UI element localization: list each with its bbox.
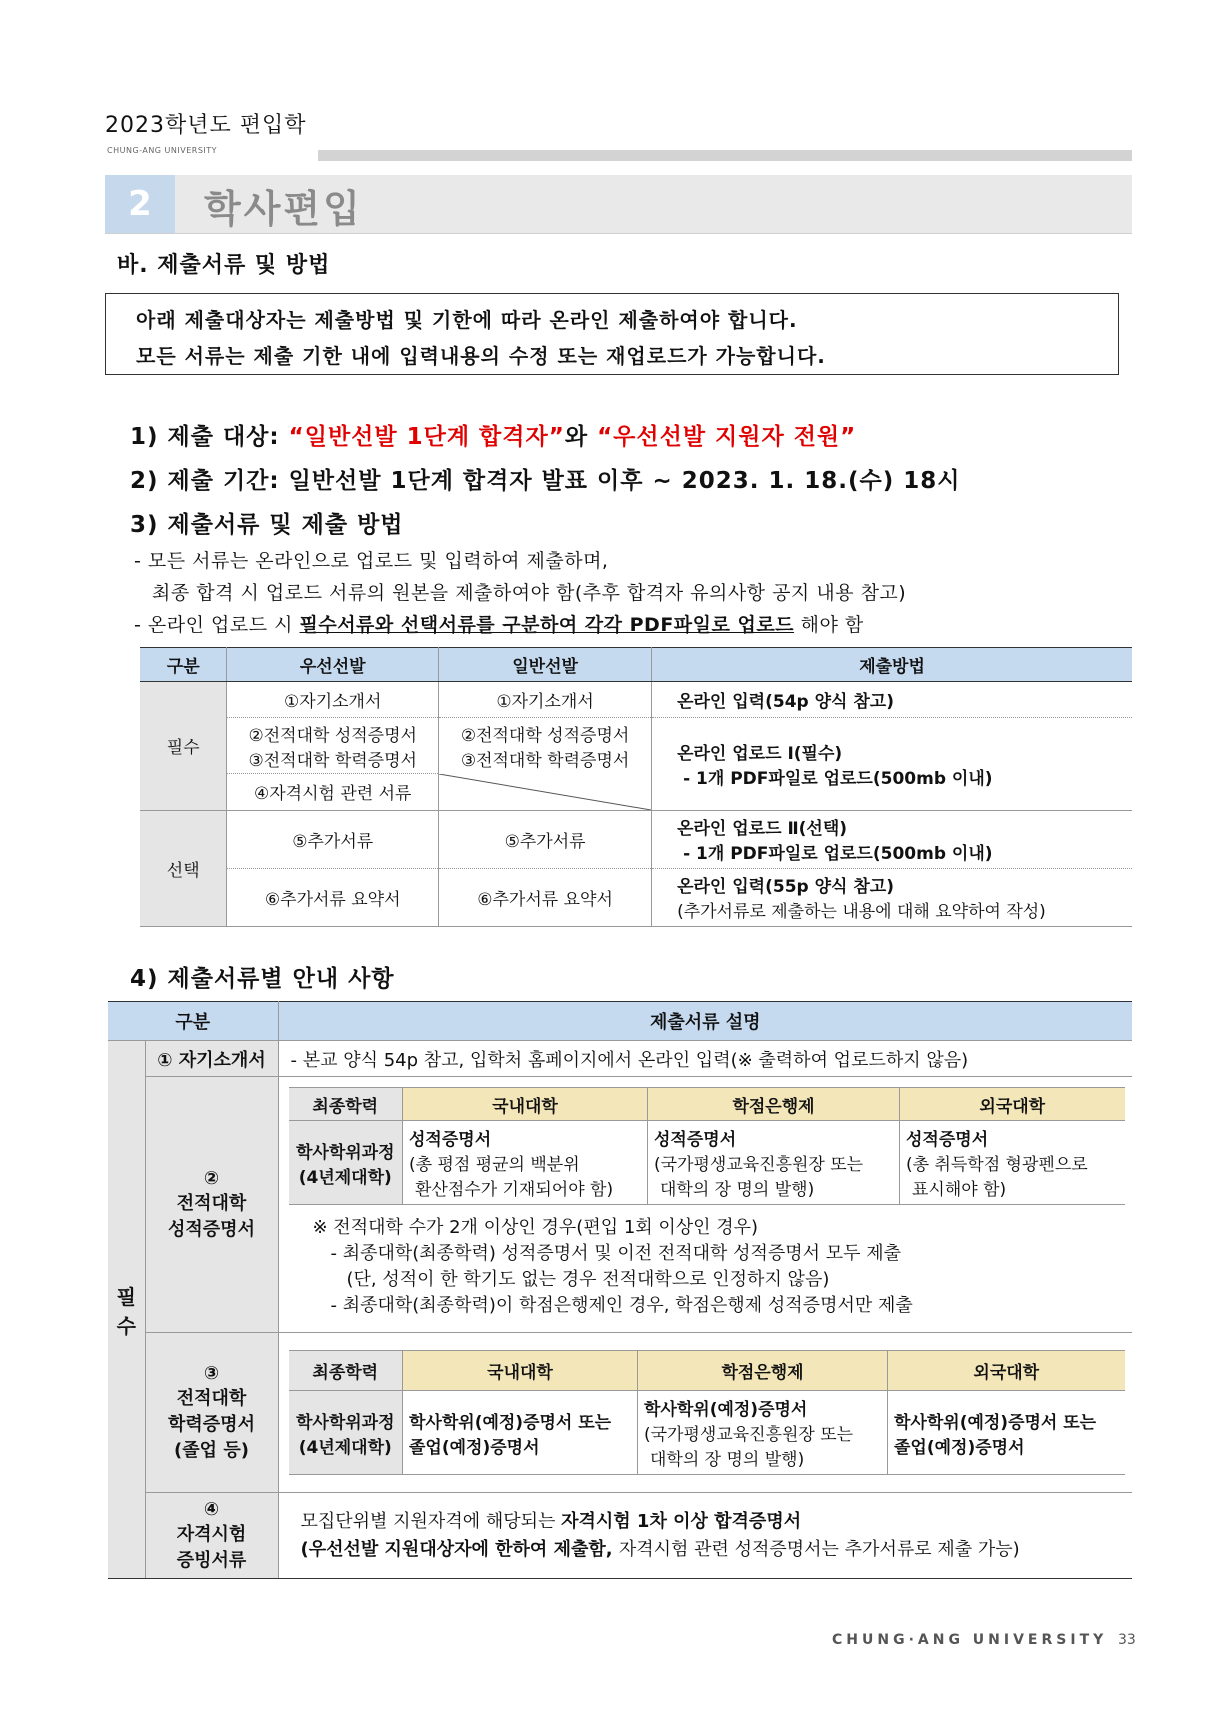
t2-header-desc: 제출서류 설명 xyxy=(278,1002,1132,1041)
inner2-c1-l1: 학사학위(예정)증명서 또는 xyxy=(409,1412,612,1433)
inner2-c3-l1: 학사학위(예정)증명서 또는 xyxy=(894,1412,1097,1433)
inner1-c1-l1: (총 평점 평균의 백분위 xyxy=(409,1155,580,1175)
inner2-rowlabel-2: (4년제대학) xyxy=(298,1437,392,1458)
t2-header-category: 구분 xyxy=(108,1002,278,1041)
t2-row4-line1 xyxy=(301,1508,1132,1536)
t2-row4-line1-bold: 자격시험 1차 이상 합격증명서 xyxy=(561,1510,802,1532)
t2-row4-line2-post: 자격시험 관련 성적증명서는 추가서류로 제출 가능) xyxy=(618,1538,1020,1560)
t2-row4-l2: 증빙서류 xyxy=(176,1550,247,1571)
inner2-rowlabel-1: 학사학위과정 xyxy=(295,1412,395,1433)
diagonal-line xyxy=(439,774,651,810)
item-1-mid: 와 xyxy=(564,424,598,450)
t1-r1-priority: ①자기소개서 xyxy=(227,682,439,718)
subsection-heading: 바. 제출서류 및 방법 xyxy=(117,253,331,278)
t2-row4-line2-bold: (우선선발 지원대상자에 한하여 제출함, xyxy=(300,1538,619,1560)
t2-row3-l3: (졸업 등) xyxy=(174,1440,249,1461)
t1-r3-priority: ④자격시험 관련 서류 xyxy=(227,774,439,811)
item-3: 3) 제출서류 및 제출 방법 xyxy=(130,512,404,538)
t1-r2-method xyxy=(652,718,1132,811)
inner1-rowlabel xyxy=(289,1121,403,1205)
t1-header-category: 구분 xyxy=(140,648,227,682)
t2-row3-num: ③ xyxy=(203,1363,220,1384)
inner2-rowlabel xyxy=(289,1391,403,1475)
item-1-prefix: 1) 제출 대상: xyxy=(130,424,289,450)
t2-row3-l2: 학력증명서 xyxy=(168,1414,255,1435)
inner1-c3-l2: 표시해야 함) xyxy=(912,1180,1007,1200)
t1-r2-general xyxy=(439,718,652,774)
inner1-c3-l1: (총 취득학점 형광펜으로 xyxy=(906,1155,1088,1175)
bullet-1-cont: 최종 합격 시 업로드 서류의 원본을 제출하여야 함(추후 합격자 유의사항 공지 내용 참고) xyxy=(152,582,907,604)
bullet-2-post: 해야 함 xyxy=(794,614,864,636)
inner2-c1-l2: 졸업(예정)증명서 xyxy=(409,1437,540,1458)
inner2-c2-l1: (국가평생교육진흥원장 또는 xyxy=(644,1425,854,1445)
bullet-2-pre: - 온라인 업로드 시 xyxy=(134,614,300,636)
t1-header-method: 제출방법 xyxy=(652,648,1132,682)
inner2-c1 xyxy=(403,1391,638,1475)
document-guide-table xyxy=(108,1001,1132,1579)
inner1-h2: 학점은행제 xyxy=(648,1088,900,1121)
t1-r3-general-empty xyxy=(439,774,652,811)
inner1-c2-l2: 대학의 장 명의 발행) xyxy=(660,1180,815,1200)
notice-box xyxy=(105,293,1119,375)
t2-row4-l1: 자격시험 xyxy=(176,1524,247,1545)
bullet-2 xyxy=(134,610,864,637)
header-small-logo-text: CHUNG-ANG UNIVERSITY xyxy=(107,146,218,155)
inner2-c2-title: 학사학위(예정)증명서 xyxy=(644,1400,808,1420)
notice-line-1: 아래 제출대상자는 제출방법 및 기한에 따라 온라인 제출하여야 합니다. xyxy=(136,308,798,332)
t2-row1-label: ① 자기소개서 xyxy=(145,1041,278,1077)
t1-r2-method-1: 온라인 업로드 Ⅰ(필수) xyxy=(677,743,843,764)
page-number: 33 xyxy=(1118,1632,1136,1648)
t2-row1-desc: - 본교 양식 54p 참고, 입학처 홈페이지에서 온라인 입력(※ 출력하여 업로드하지 않음) xyxy=(278,1041,1132,1077)
t1-r4-priority: ⑤추가서류 xyxy=(227,810,439,868)
t2-row4-num: ④ xyxy=(203,1499,220,1520)
t2-row3-label xyxy=(145,1333,278,1493)
bullet-2-underlined: 필수서류와 선택서류를 구분하여 각각 PDF파일로 업로드 xyxy=(299,614,795,636)
t1-r2-priority xyxy=(227,718,439,774)
notice-line-2: 모든 서류는 제출 기한 내에 입력내용의 수정 또는 재업로드가 가능합니다. xyxy=(136,344,826,368)
document-header-title: 2023학년도 편입학 xyxy=(105,113,307,138)
note-1: ※ 전적대학 수가 2개 이상인 경우(편입 1회 이상인 경우) xyxy=(312,1217,759,1238)
inner1-c3 xyxy=(900,1121,1125,1205)
inner2-h3: 외국대학 xyxy=(888,1351,1125,1391)
t1-r5-general: ⑥추가서류 요약서 xyxy=(439,868,652,926)
t2-side-required: 필수 xyxy=(108,1041,145,1579)
header-divider-bar xyxy=(318,150,1132,161)
t1-r5-priority: ⑥추가서류 요약서 xyxy=(227,868,439,926)
t2-row2-num: ② xyxy=(203,1168,220,1189)
t1-r5-method xyxy=(652,868,1132,926)
item-1-target-2: “우선선발 지원자 전원” xyxy=(597,424,857,450)
inner1-c2-l1: (국가평생교육진흥원장 또는 xyxy=(654,1155,864,1175)
t1-r2-priority-2: ③전적대학 학력증명서 xyxy=(248,750,417,771)
inner2-c3-l2: 졸업(예정)증명서 xyxy=(894,1437,1025,1458)
note-2: - 최종대학(최종학력) 성적증명서 및 이전 전적대학 성적증명서 모두 제출 xyxy=(330,1243,902,1264)
inner1-c2 xyxy=(648,1121,900,1205)
item-2: 2) 제출 기간: 일반선발 1단계 합격자 발표 이후 ~ 2023. 1. 18.(수) 18시 xyxy=(130,468,961,494)
t2-row2-desc xyxy=(278,1077,1132,1333)
grade-cert-inner-table xyxy=(289,1087,1125,1205)
inner1-c1 xyxy=(403,1121,648,1205)
t1-r5-method-2: (추가서류로 제출하는 내용에 대해 요약하여 작성) xyxy=(677,902,1046,922)
t1-optional-label: 선택 xyxy=(140,810,227,926)
t2-row4-line1-pre: 모집단위별 지원자격에 해당되는 xyxy=(300,1510,562,1532)
t2-row4-line2 xyxy=(301,1536,1132,1564)
t1-r1-method: 온라인 입력(54p 양식 참고) xyxy=(652,682,1132,718)
inner2-c3 xyxy=(888,1391,1125,1475)
inner1-rowlabel-2: (4년제대학) xyxy=(298,1167,392,1188)
item-1 xyxy=(130,418,856,451)
inner2-h2: 학점은행제 xyxy=(638,1351,888,1391)
t1-header-priority: 우선선발 xyxy=(227,648,439,682)
t1-r1-general: ①자기소개서 xyxy=(439,682,652,718)
inner1-rowlabel-1: 학사학위과정 xyxy=(295,1142,395,1163)
t1-r4-general: ⑤추가서류 xyxy=(439,810,652,868)
inner2-h1: 국내대학 xyxy=(403,1351,638,1391)
t2-row3-desc xyxy=(278,1333,1132,1493)
inner1-c3-title: 성적증명서 xyxy=(906,1130,989,1150)
inner1-c2-title: 성적증명서 xyxy=(654,1130,737,1150)
inner1-h0: 최종학력 xyxy=(289,1088,403,1121)
inner1-h1: 국내대학 xyxy=(403,1088,648,1121)
inner2-c2 xyxy=(638,1391,888,1475)
t1-r4-method-1: 온라인 업로드 Ⅱ(선택) xyxy=(677,819,848,839)
t1-r2-priority-1: ②전적대학 성적증명서 xyxy=(248,725,417,746)
t1-r4-method-2: - 1개 PDF파일로 업로드(500mb 이내) xyxy=(683,844,993,864)
t1-r2-general-2: ③전적대학 학력증명서 xyxy=(460,750,630,771)
note-4: - 최종대학(최종학력)이 학점은행제인 경우, 학점은행제 성적증명서만 제출 xyxy=(330,1295,913,1316)
inner1-h3: 외국대학 xyxy=(900,1088,1125,1121)
t1-r5-method-1: 온라인 입력(55p 양식 참고) xyxy=(677,877,894,897)
inner2-c2-l2: 대학의 장 명의 발행) xyxy=(650,1450,805,1470)
item-1-target-1: “일반선발 1단계 합격자” xyxy=(288,424,565,450)
t2-row2-l2: 성적증명서 xyxy=(168,1219,255,1240)
multi-college-notes xyxy=(289,1215,1127,1319)
t2-row4-desc xyxy=(278,1493,1132,1579)
inner1-c1-title: 성적증명서 xyxy=(409,1130,492,1150)
t2-row3-l1: 전적대학 xyxy=(176,1388,247,1409)
t1-r2-method-2: - 1개 PDF파일로 업로드(500mb 이내) xyxy=(683,768,993,789)
footer-university-logo: CHUNG·ANG UNIVERSITY xyxy=(832,1632,1108,1648)
t1-header-general: 일반선발 xyxy=(439,648,652,682)
t1-r2-general-1: ②전적대학 성적증명서 xyxy=(460,725,630,746)
inner1-c1-l2: 환산점수가 기재되어야 함) xyxy=(415,1180,614,1200)
bullet-1: - 모든 서류는 온라인으로 업로드 및 입력하여 제출하며, xyxy=(134,550,609,572)
degree-cert-inner-table xyxy=(289,1350,1125,1475)
section-title: 학사편입 xyxy=(204,187,363,231)
t2-row4-label xyxy=(145,1493,278,1579)
inner2-h0: 최종학력 xyxy=(289,1351,403,1391)
t1-r4-method xyxy=(652,810,1132,868)
t2-row2-label xyxy=(145,1077,278,1333)
t2-row2-l1: 전적대학 xyxy=(176,1193,247,1214)
note-3: (단, 성적이 한 학기도 없는 경우 전적대학으로 인정하지 않음) xyxy=(346,1269,830,1290)
section-number: 2 xyxy=(105,175,175,233)
submission-method-table xyxy=(140,647,1132,927)
t1-required-label: 필수 xyxy=(140,682,227,811)
item-4: 4) 제출서류별 안내 사항 xyxy=(130,966,395,992)
